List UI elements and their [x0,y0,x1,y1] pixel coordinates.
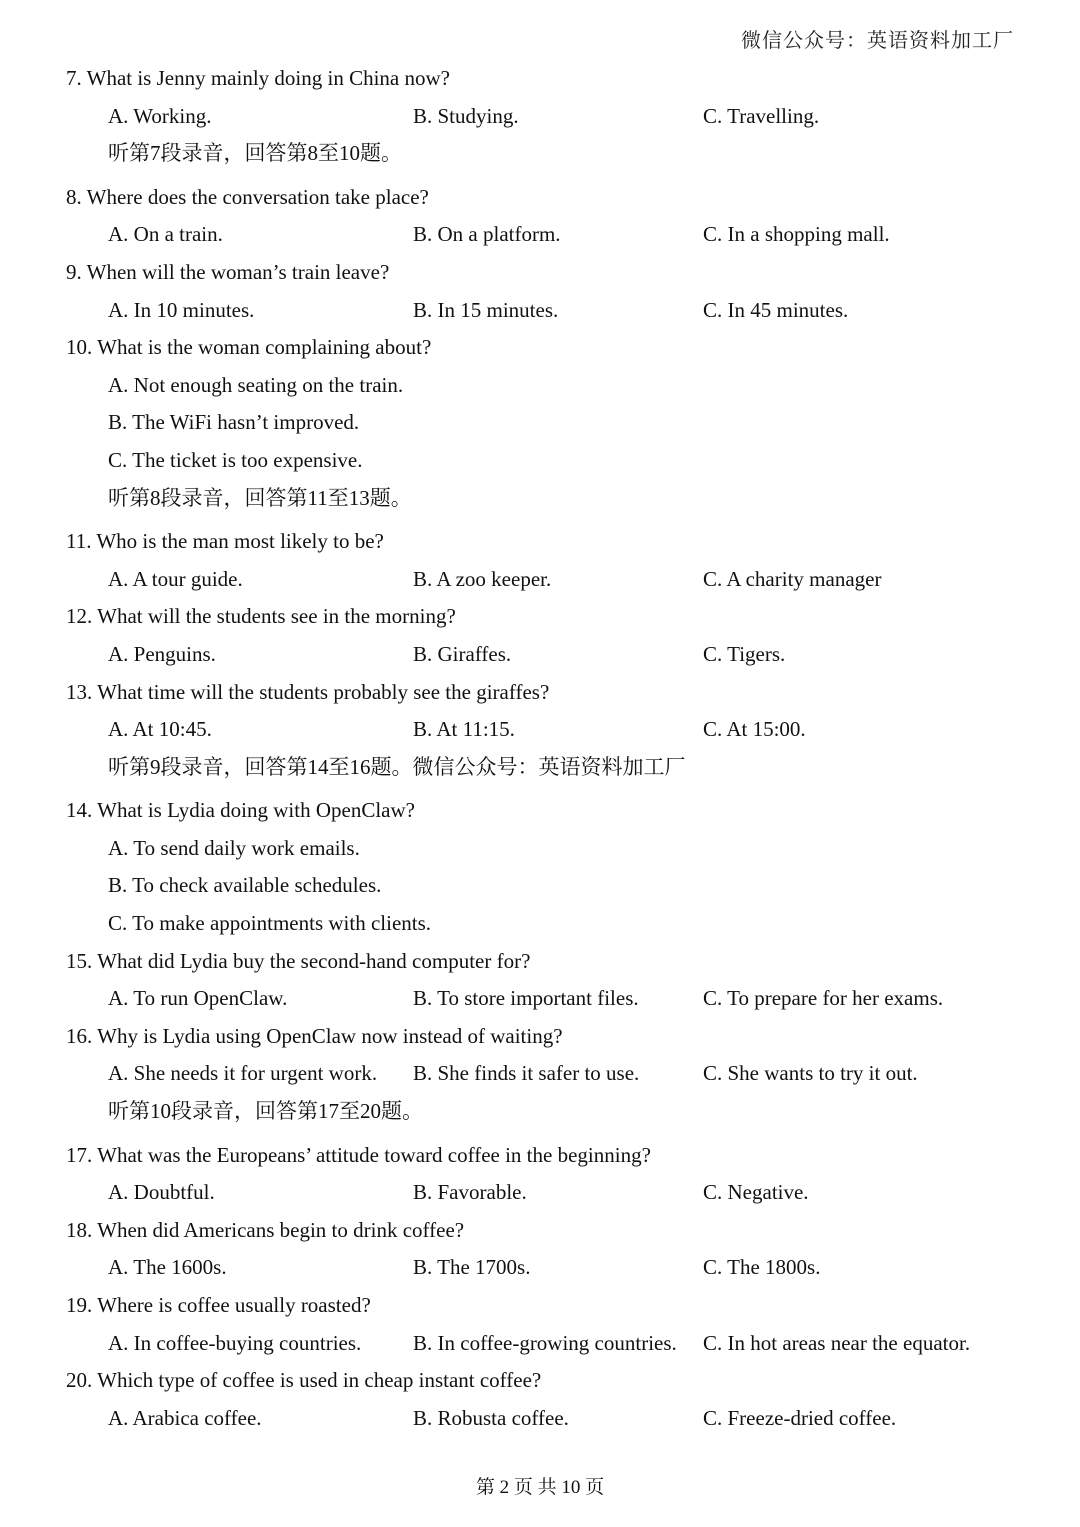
options-row [0,1325,1080,1363]
question-text: 16. Why is Lydia using OpenClaw now instead of waiting? [66,1023,563,1048]
question-list [0,60,1080,1437]
answer-option: C. Tigers. [703,641,786,666]
page-footer: 第 2 页 共 10 页 [475,1477,605,1498]
answer-option: B. Favorable. [413,1180,527,1205]
question-text: 8. Where does the conversation take place? [66,184,429,209]
options-row [0,980,1080,1018]
answer-option: C. Negative. [703,1180,809,1205]
answer-option: B. A zoo keeper. [413,566,552,591]
answer-option: A. In 10 minutes. [108,297,255,322]
answer-option: A. Arabica coffee. [108,1405,262,1430]
answer-option: B. The WiFi hasn’t improved. [108,410,360,435]
answer-option: A. Not enough seating on the train. [108,372,404,397]
section-instruction: 听第8段录音，回答第11至13题。 [108,485,412,510]
answer-option: C. The 1800s. [703,1255,821,1280]
question-text: 10. What is the woman complaining about? [66,335,432,360]
question-text: 19. Where is coffee usually roasted? [66,1293,371,1317]
options-row [0,216,1080,254]
answer-option: A. In coffee-buying countries. [108,1330,362,1355]
answer-option: A. Doubtful. [108,1180,215,1205]
answer-option: A. At 10:45. [108,717,212,742]
question-text: 7. What is Jenny mainly doing in China now? [66,66,450,90]
answer-option: C. To make appointments with clients. [108,911,432,936]
options-row [0,1400,1080,1438]
page-header: 微信公众号：英语资料加工厂 [741,30,1014,52]
answer-option: B. At 11:15. [413,717,515,742]
answer-option: C. In 45 minutes. [703,297,849,322]
section-instruction: 听第7段录音，回答第8至10题。 [108,141,402,166]
answer-option: A. She needs it for urgent work. [108,1061,378,1086]
question-text: 9. When will the woman’s train leave? [66,259,390,284]
options-row [0,292,1080,330]
question-text: 15. What did Lydia buy the second-hand computer for? [66,948,531,973]
answer-option: C. In hot areas near the equator. [703,1330,971,1355]
question-text: 18. When did Americans begin to drink coffee? [66,1217,465,1242]
options-row [0,561,1080,599]
options-row [0,1174,1080,1212]
answer-option: B. She finds it safer to use. [413,1061,640,1086]
question-text: 12. What will the students see in the morning? [66,604,456,629]
question-text: 20. Which type of coffee is used in cheap instant coffee? [66,1368,542,1393]
answer-option: A. Penguins. [108,641,216,666]
answer-option: A. On a train. [108,222,223,247]
answer-option: A. To send daily work emails. [108,835,360,860]
options-row [0,98,1080,136]
question-text: 14. What is Lydia doing with OpenClaw? [66,798,415,823]
options-row [0,711,1080,749]
question-text: 11. Who is the man most likely to be? [66,529,384,554]
options-row [0,1249,1080,1287]
answer-option: B. To check available schedules. [108,873,382,898]
answer-option: B. Studying. [413,103,519,128]
answer-option: A. Working. [108,103,212,128]
answer-option: A. To run OpenClaw. [108,986,288,1011]
answer-option: A. A tour guide. [108,566,243,591]
answer-option: B. The 1700s. [413,1255,531,1280]
options-row [0,636,1080,674]
question-text: 13. What time will the students probably see the giraffes? [66,679,550,704]
options-row [0,1055,1080,1093]
answer-option: C. Travelling. [703,103,820,128]
section-instruction: 听第9段录音，回答第14至16题。微信公众号：英语资料加工厂 [108,754,686,779]
answer-option: B. Robusta coffee. [413,1405,569,1430]
answer-option: C. Freeze-dried coffee. [703,1405,897,1430]
answer-option: C. She wants to try it out. [703,1061,918,1086]
answer-option: B. In coffee-growing countries. [413,1330,677,1355]
section-instruction: 听第10段录音，回答第17至20题。 [108,1099,423,1124]
answer-option: A. The 1600s. [108,1255,227,1280]
answer-option: B. Giraffes. [413,641,512,666]
answer-option: B. In 15 minutes. [413,297,559,322]
answer-option: C. In a shopping mall. [703,222,890,247]
question-text: 17. What was the Europeans’ attitude toward coffee in the beginning? [66,1142,651,1167]
answer-option: C. The ticket is too expensive. [108,447,363,472]
answer-option: B. On a platform. [413,222,561,247]
answer-option: C. A charity manager [703,566,882,591]
answer-option: C. To prepare for her exams. [703,986,944,1011]
answer-option: C. At 15:00. [703,717,806,742]
answer-option: B. To store important files. [413,986,639,1011]
